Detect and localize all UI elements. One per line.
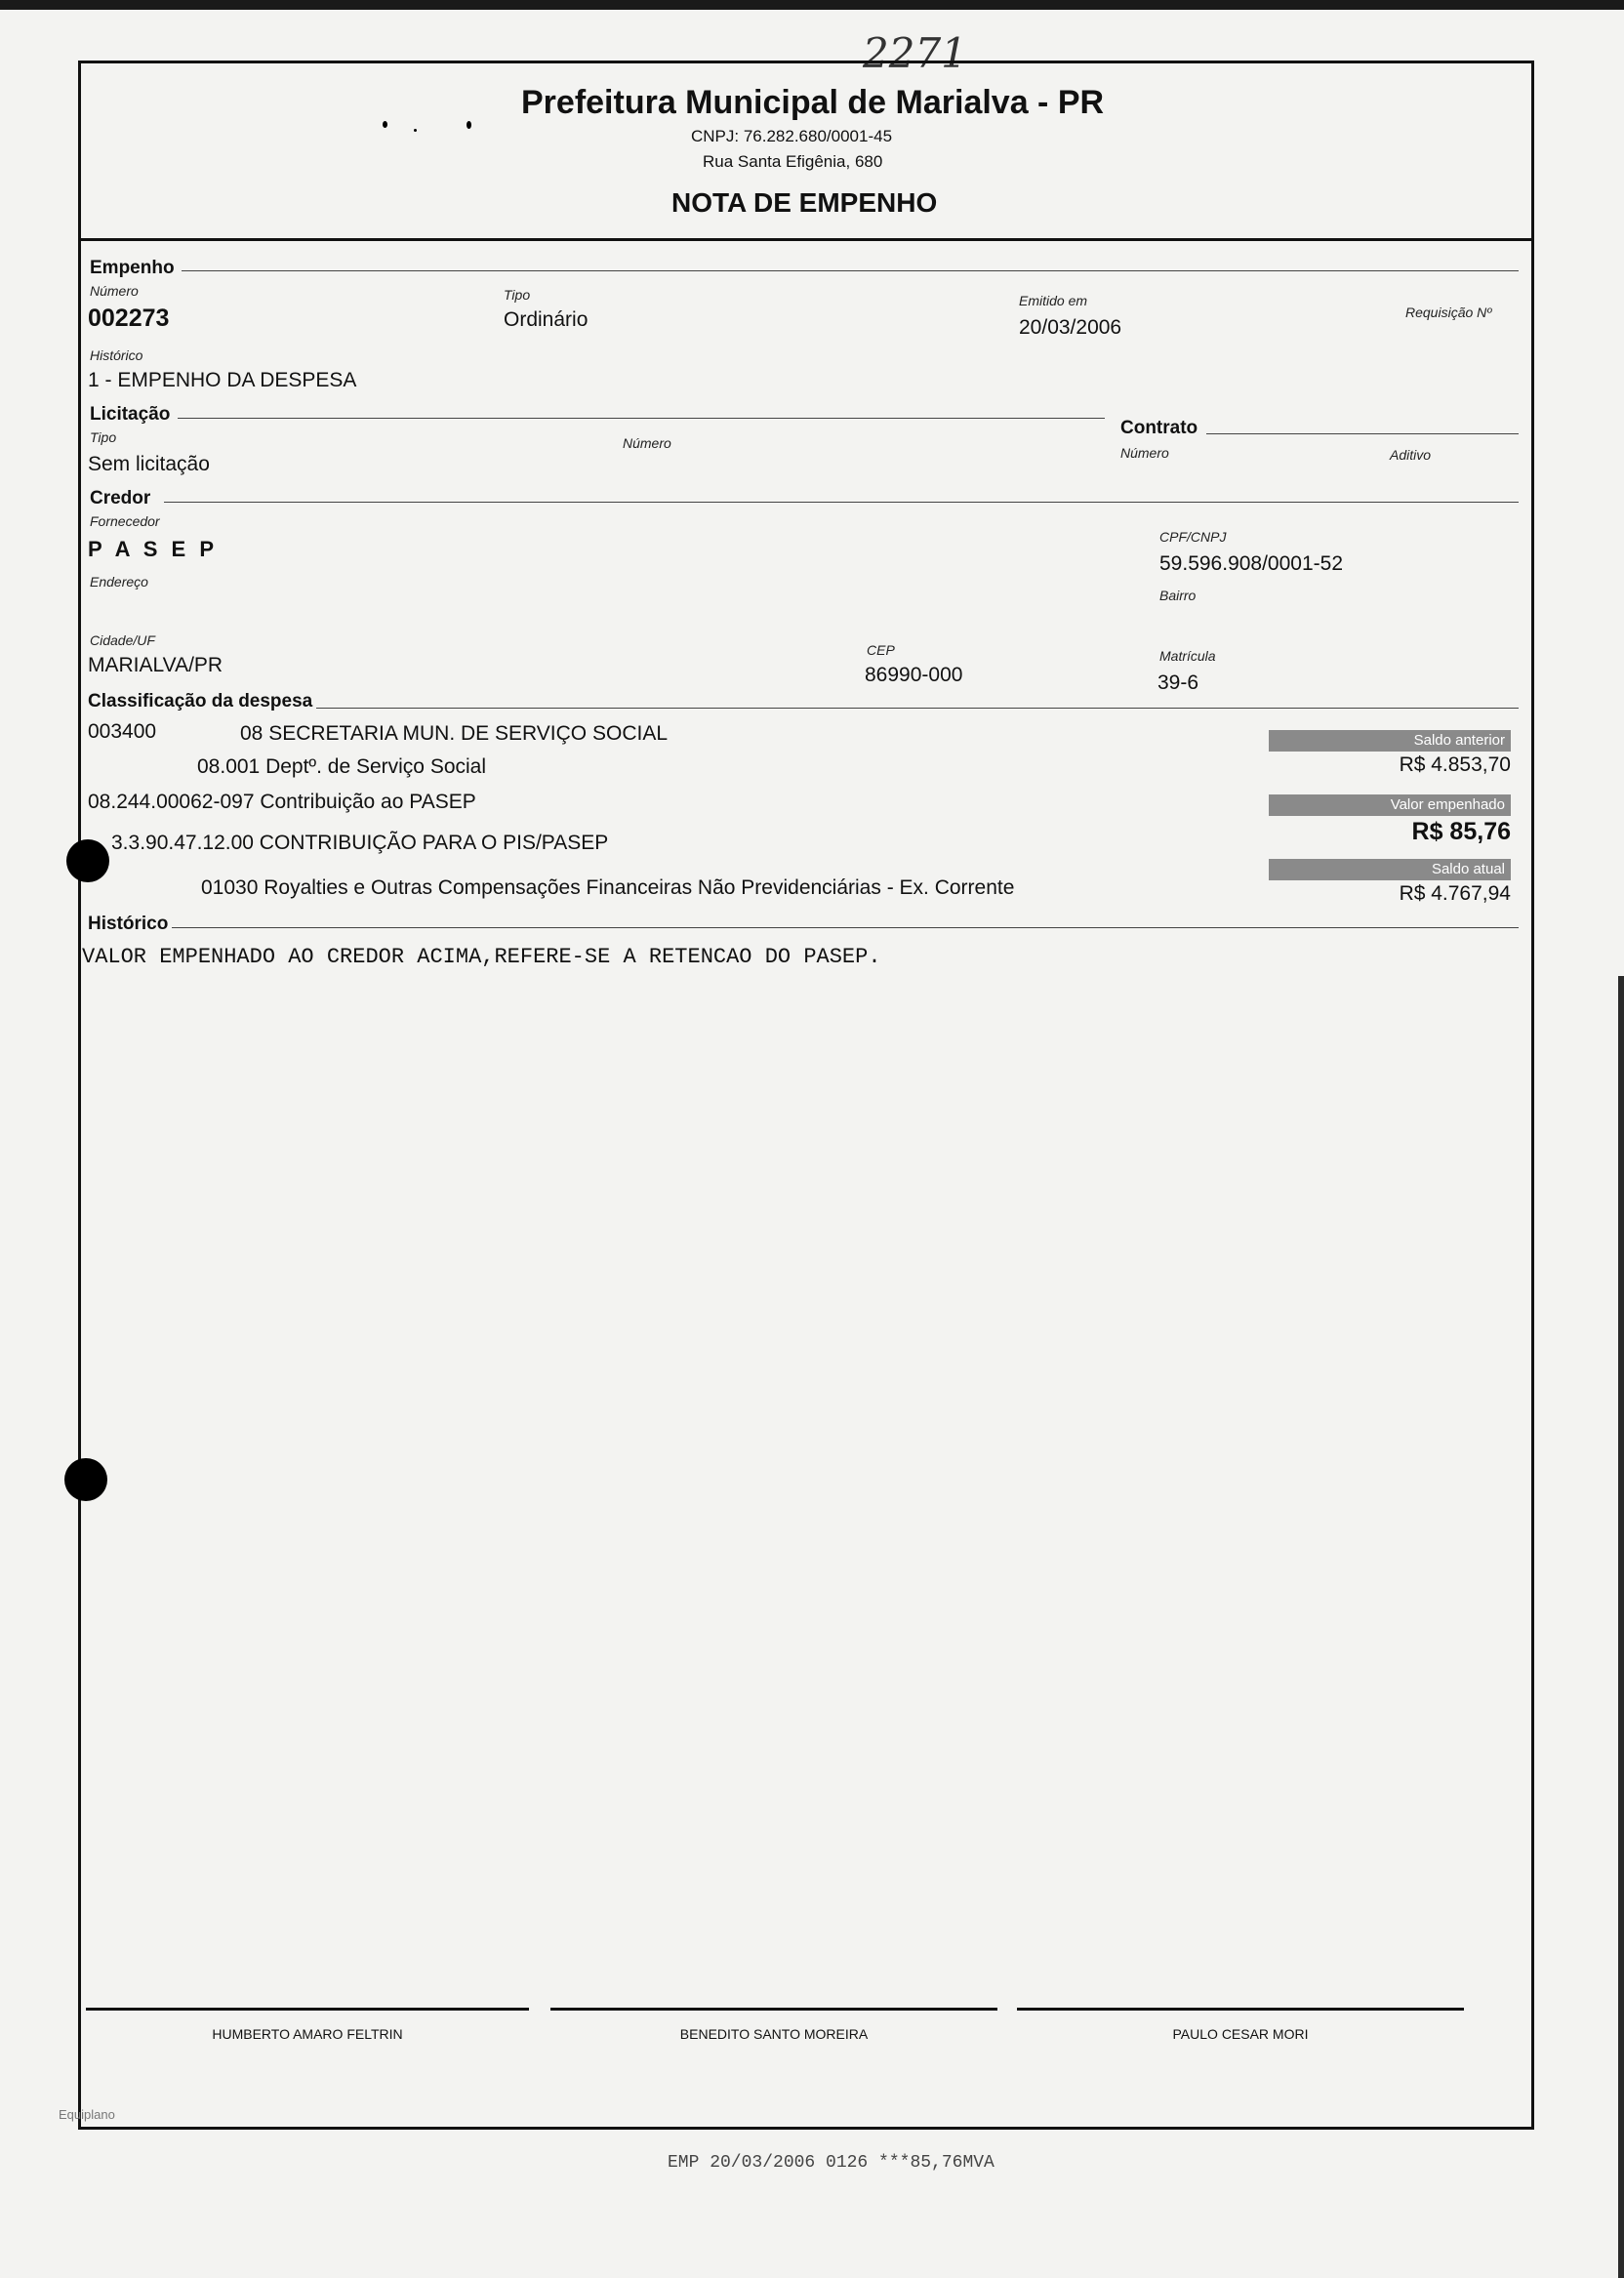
footer-brand: Equiplano xyxy=(59,2107,115,2122)
class-line4: 3.3.90.47.12.00 CONTRIBUIÇÃO PARA O PIS/PASEP xyxy=(111,832,609,854)
valor-empenhado-label: Valor empenhado xyxy=(1269,794,1511,816)
speck xyxy=(414,129,417,132)
requisicao-label: Requisição Nº xyxy=(1405,305,1492,320)
emitido-label: Emitido em xyxy=(1019,293,1088,308)
org-address: Rua Santa Efigênia, 680 xyxy=(703,152,883,171)
cidade-value: MARIALVA/PR xyxy=(88,654,223,676)
contrato-numero-label: Número xyxy=(1120,445,1169,461)
matricula-value: 39-6 xyxy=(1157,671,1199,694)
section-rule xyxy=(164,502,1519,503)
empenho-tipo-label: Tipo xyxy=(504,287,531,303)
saldo-anterior-value: R$ 4.853,70 xyxy=(1399,753,1511,776)
signature-line-3 xyxy=(1017,2008,1464,2011)
speck xyxy=(383,121,387,128)
signature-line-2 xyxy=(550,2008,997,2011)
licitacao-tipo: Sem licitação xyxy=(88,453,210,475)
empenho-tipo: Ordinário xyxy=(504,308,589,331)
saldo-anterior-label: Saldo anterior xyxy=(1269,730,1511,752)
cidade-label: Cidade/UF xyxy=(90,632,155,648)
speck xyxy=(467,121,471,129)
cpf-value: 59.596.908/0001-52 xyxy=(1159,552,1344,575)
fornecedor-name: P A S E P xyxy=(88,537,219,561)
cep-label: CEP xyxy=(867,642,895,658)
class-line3: 08.244.00062-097 Contribuição ao PASEP xyxy=(88,791,476,813)
fornecedor-label: Fornecedor xyxy=(90,513,160,529)
section-rule xyxy=(182,270,1519,271)
punch-hole xyxy=(64,1458,107,1501)
empenho-numero-label: Número xyxy=(90,283,139,299)
scan-border-right xyxy=(1618,976,1624,2278)
header-divider xyxy=(78,238,1534,241)
class-line2: 08.001 Deptº. de Serviço Social xyxy=(197,755,487,778)
handwritten-number: 2271 xyxy=(863,29,967,77)
section-rule xyxy=(1206,433,1519,434)
section-historico: Histórico xyxy=(88,914,169,934)
class-line1-code: 003400 xyxy=(88,720,157,743)
doc-title: NOTA DE EMPENHO xyxy=(671,187,938,218)
bairro-label: Bairro xyxy=(1159,588,1197,603)
mechanical-stamp: EMP 20/03/2006 0126 ***85,76MVA xyxy=(668,2153,995,2173)
empenho-numero: 002273 xyxy=(88,305,170,332)
section-contrato: Contrato xyxy=(1120,418,1198,438)
saldo-atual-value: R$ 4.767,94 xyxy=(1399,882,1511,905)
section-credor: Credor xyxy=(90,488,151,508)
section-empenho: Empenho xyxy=(90,258,175,278)
org-cnpj: CNPJ: 76.282.680/0001-45 xyxy=(691,127,893,145)
class-line1-text: 08 SECRETARIA MUN. DE SERVIÇO SOCIAL xyxy=(240,722,669,745)
punch-hole xyxy=(66,839,109,882)
org-title: Prefeitura Municipal de Marialva - PR xyxy=(521,84,1105,121)
saldo-atual-label: Saldo atual xyxy=(1269,859,1511,880)
contrato-aditivo-label: Aditivo xyxy=(1390,447,1432,463)
section-rule xyxy=(316,708,1519,709)
section-classificacao: Classificação da despesa xyxy=(88,691,313,712)
empenho-historico-label: Histórico xyxy=(90,347,143,363)
cpf-label: CPF/CNPJ xyxy=(1159,529,1227,545)
empenho-historico: 1 - EMPENHO DA DESPESA xyxy=(88,369,357,391)
licitacao-tipo-label: Tipo xyxy=(90,429,117,445)
section-rule xyxy=(178,418,1105,419)
historico-text: VALOR EMPENHADO AO CREDOR ACIMA,REFERE-SE A RETENCAO DO PASEP. xyxy=(82,945,881,969)
section-rule xyxy=(172,927,1519,928)
matricula-label: Matrícula xyxy=(1159,648,1216,664)
scan-border-top xyxy=(0,0,1624,10)
licitacao-numero-label: Número xyxy=(623,435,671,451)
signature-name-3: PAULO CESAR MORI xyxy=(1172,2026,1309,2042)
valor-empenhado-value: R$ 85,76 xyxy=(1411,818,1511,845)
endereco-label: Endereço xyxy=(90,574,148,590)
signature-line-1 xyxy=(86,2008,529,2011)
emitido-date: 20/03/2006 xyxy=(1019,316,1122,339)
cep-value: 86990-000 xyxy=(865,664,963,686)
class-line5: 01030 Royalties e Outras Compensações Financeiras Não Previdenciárias - Ex. Corrente xyxy=(201,876,1015,899)
signature-name-2: BENEDITO SANTO MOREIRA xyxy=(679,2026,869,2042)
signature-name-1: HUMBERTO AMARO FELTRIN xyxy=(212,2026,403,2042)
section-licitacao: Licitação xyxy=(90,404,171,425)
